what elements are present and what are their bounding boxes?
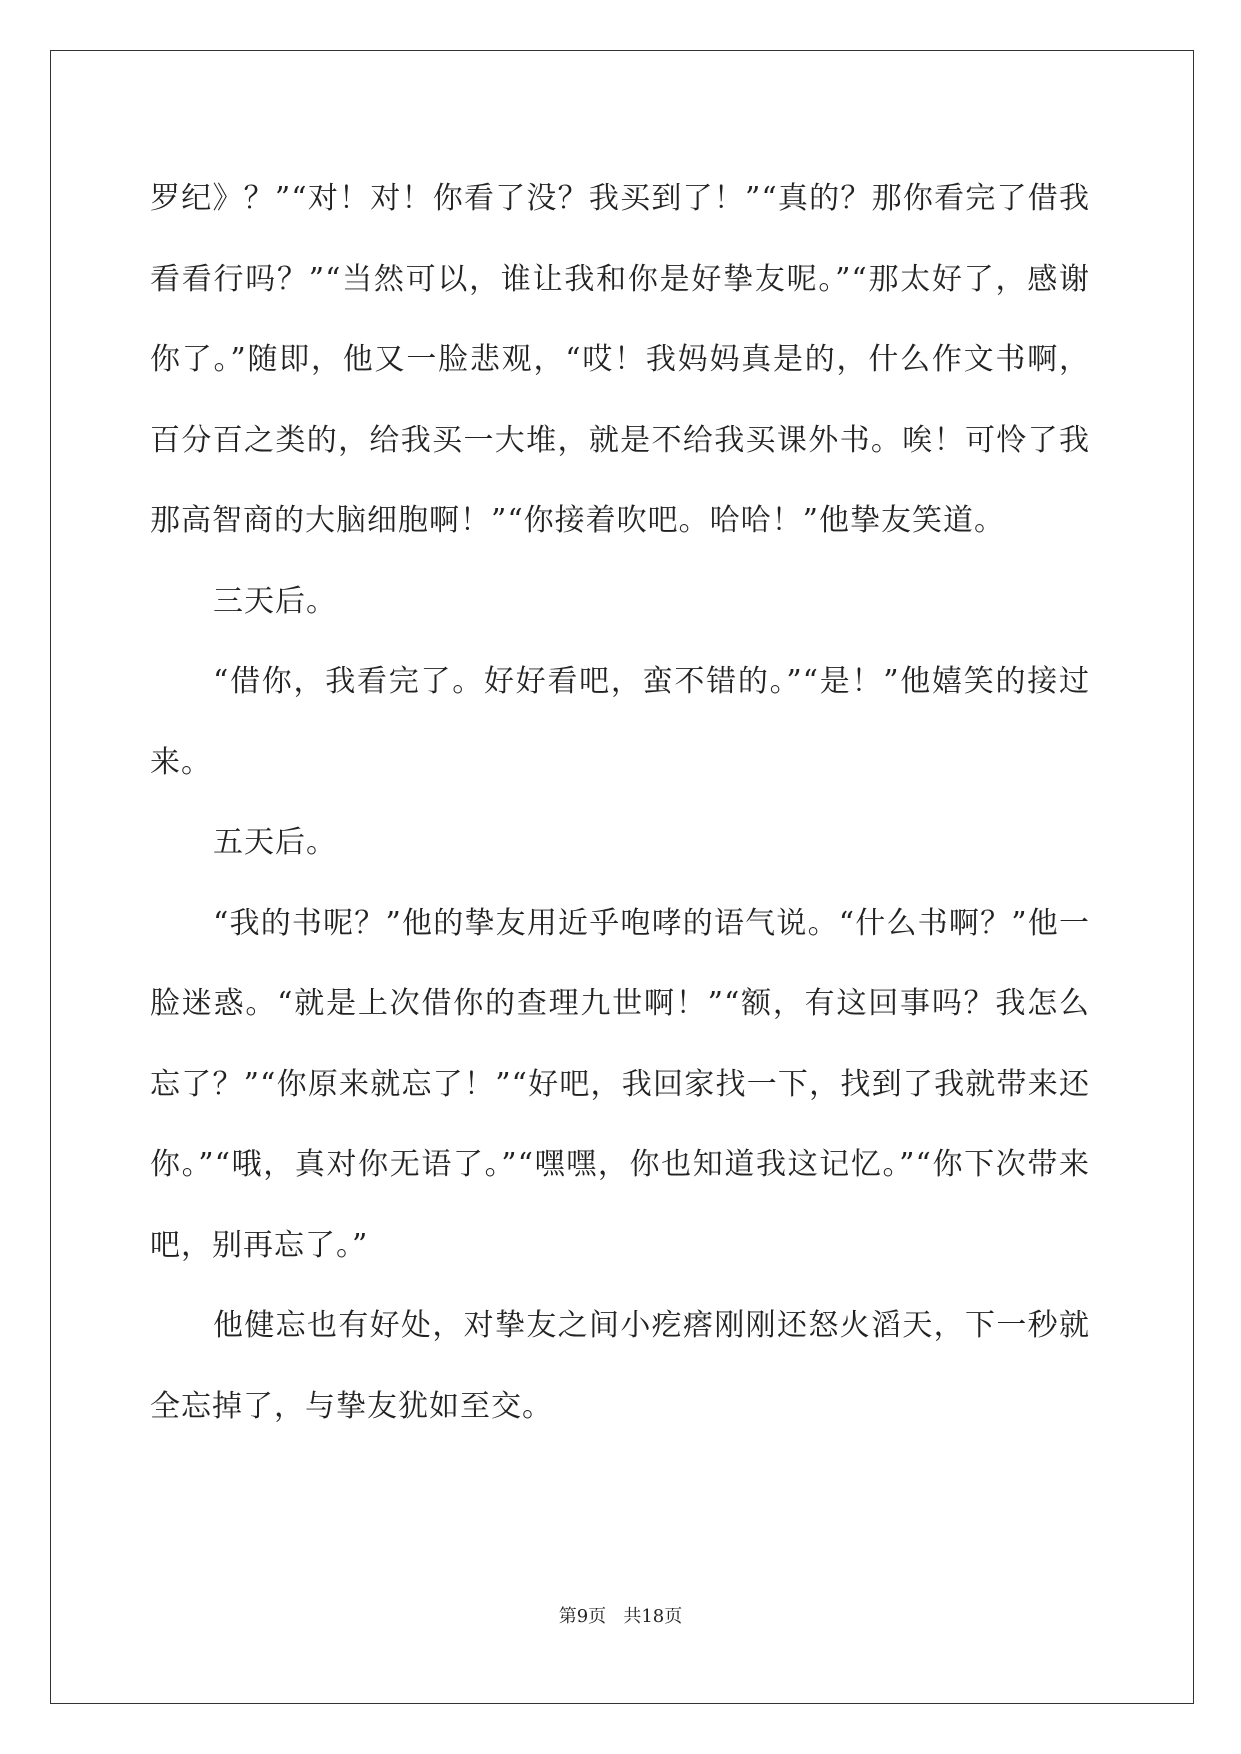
paragraph-6: 他健忘也有好处，对挚友之间小疙瘩刚刚还怒火滔天，下一秒就全忘掉了，与挚友犹如至交。: [150, 1308, 1090, 1424]
paragraph-1: 罗纪》？”“对！对！你看了没？我买到了！”“真的？那你看完了借我看看行吗？”“当然可以，谁让我和你是好挚友呢。”“那太好了，感谢你了。”随即，他又一脸悲观，“哎！我妈妈真是的，什么作文书啊，百分百之类的，给我买一大堆，就是不给我买课外书。唉！可怜了我那高智商的大脑细胞啊！”“你接着吹吧。哈哈！”他挚友笑道。: [150, 181, 1090, 538]
paragraph-2: 三天后。: [213, 583, 337, 619]
paragraph-5: “我的书呢？”他的挚友用近乎咆哮的语气说。“什么书啊？”他一脸迷惑。“就是上次借你的查理九世啊！”“额，有这回事吗？我怎么忘了？”“你原来就忘了！”“好吧，我回家找一下，找到了我就带来还你。”“哦，真对你无语了。”“嘿嘿，你也知道我这记忆。”“你下次带来吧，别再忘了。”: [150, 905, 1090, 1263]
page-number: 第9页: [558, 1606, 607, 1627]
paragraph-4: 五天后。: [213, 825, 337, 860]
page-footer: [0, 1602, 1241, 1628]
paragraph-3: “借你，我看完了。好好看吧，蛮不错的。”“是！”他嬉笑的接过来。: [150, 664, 1090, 780]
page-total: 共18页: [623, 1606, 683, 1627]
document-body: [150, 159, 1090, 1447]
